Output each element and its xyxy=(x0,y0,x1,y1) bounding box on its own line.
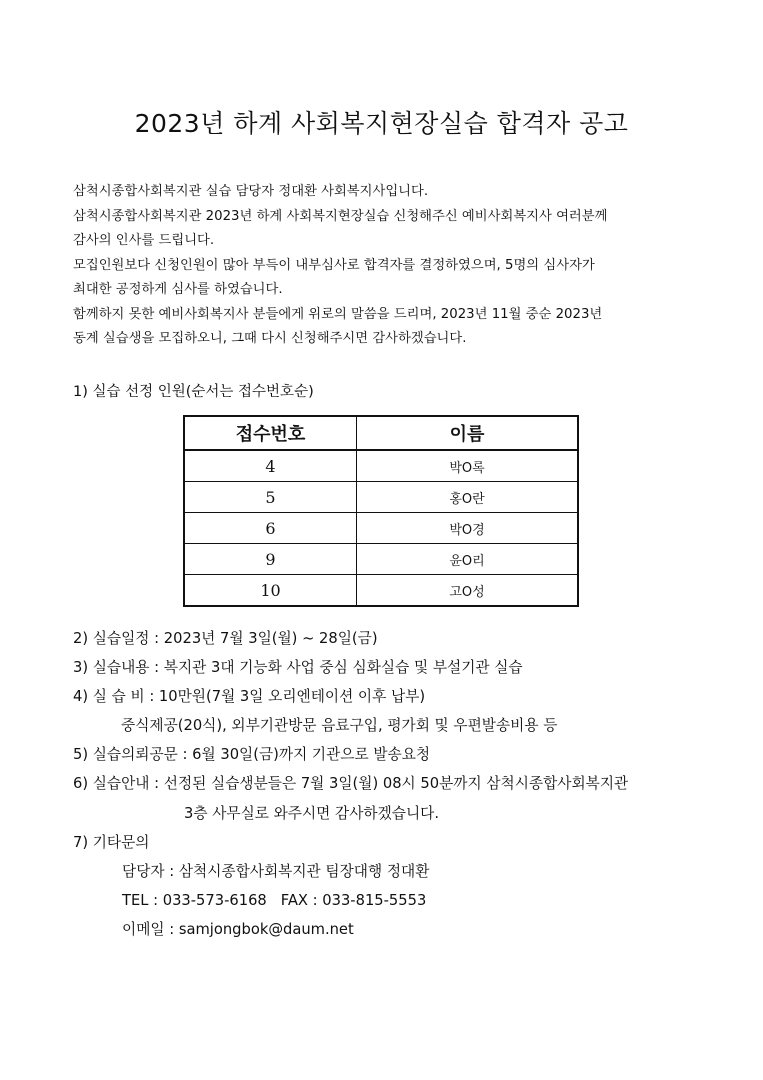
fee-detail-line: 중식제공(20식), 외부기관방문 음료구입, 평가회 및 우편발송비용 등 xyxy=(121,717,558,735)
intro-paragraph xyxy=(73,180,703,352)
header-name: 이름 xyxy=(357,416,579,450)
intro-line: 최대한 공정하게 심사를 하였습니다. xyxy=(73,282,283,297)
name-cell: 홍O란 xyxy=(357,482,579,513)
content-line: 3) 실습내용 : 복지관 3대 기능화 사업 중심 심화실습 및 부설기관 실습 xyxy=(73,659,523,677)
table-row xyxy=(184,450,578,482)
table-row xyxy=(184,544,578,575)
section-selection-heading: 1) 실습 선정 인원(순서는 접수번호순) xyxy=(73,384,314,400)
intro-line: 감사의 인사를 드립니다. xyxy=(73,233,215,248)
intro-line: 삼척시종합사회복지관 2023년 하계 사회복지현장실습 신청해주신 예비사회복지사 여러분께 xyxy=(73,208,608,224)
schedule-line: 2) 실습일정 : 2023년 7월 3일(월) ~ 28일(금) xyxy=(73,630,378,647)
intro-line: 삼척시종합사회복지관 실습 담당자 정대환 사회복지사입니다. xyxy=(73,184,429,199)
table-header-row xyxy=(184,416,578,450)
name-cell: 박O록 xyxy=(357,450,579,482)
contact-person-line: 담당자 : 삼척시종합사회복지관 팀장대행 정대환 xyxy=(122,862,430,880)
guide-line: 6) 실습안내 : 선정된 실습생분들은 7월 3일(월) 08시 50분까지 삼척시종합사회복지관 xyxy=(73,775,629,793)
receipt-number-cell: 4 xyxy=(184,450,357,482)
table-row xyxy=(184,513,578,544)
page-title: 2023년 하계 사회복지현장실습 합격자 공고 xyxy=(134,109,629,138)
name-cell: 고O성 xyxy=(357,575,579,607)
phone-fax-line: TEL : 033-573-6168 FAX : 033-815-5553 xyxy=(122,891,427,909)
receipt-number-cell: 5 xyxy=(184,482,357,513)
selection-table xyxy=(183,415,579,607)
other-inquiry-heading: 7) 기타문의 xyxy=(73,833,150,851)
name-cell: 윤O리 xyxy=(357,544,579,575)
header-receipt-number: 접수번호 xyxy=(184,416,357,450)
receipt-number-cell: 10 xyxy=(184,575,357,607)
details-list xyxy=(73,624,628,944)
fee-line: 4) 실 습 비 : 10만원(7월 3일 오리엔테이션 이후 납부) xyxy=(73,688,426,706)
table-row xyxy=(184,575,578,607)
intro-line: 동계 실습생을 모집하오니, 그때 다시 신청해주시면 감사하겠습니다. xyxy=(73,331,467,346)
name-cell: 박O경 xyxy=(357,513,579,544)
receipt-number-cell: 6 xyxy=(184,513,357,544)
guide-continuation-line: 3층 사무실로 와주시면 감사하겠습니다. xyxy=(184,804,440,822)
email-line: 이메일 : samjongbok@daum.net xyxy=(122,920,354,938)
intro-line: 함께하지 못한 예비사회복지사 분들에게 위로의 말씀을 드리며, 2023년 11월 중순 2023년 xyxy=(73,306,603,322)
receipt-number-cell: 9 xyxy=(184,544,357,575)
table-row xyxy=(184,482,578,513)
request-line: 5) 실습의뢰공문 : 6월 30일(금)까지 기관으로 발송요청 xyxy=(73,746,431,764)
intro-line: 모집인원보다 신청인원이 많아 부득이 내부심사로 합격자를 결정하였으며, 5명의 심사자가 xyxy=(73,257,595,273)
